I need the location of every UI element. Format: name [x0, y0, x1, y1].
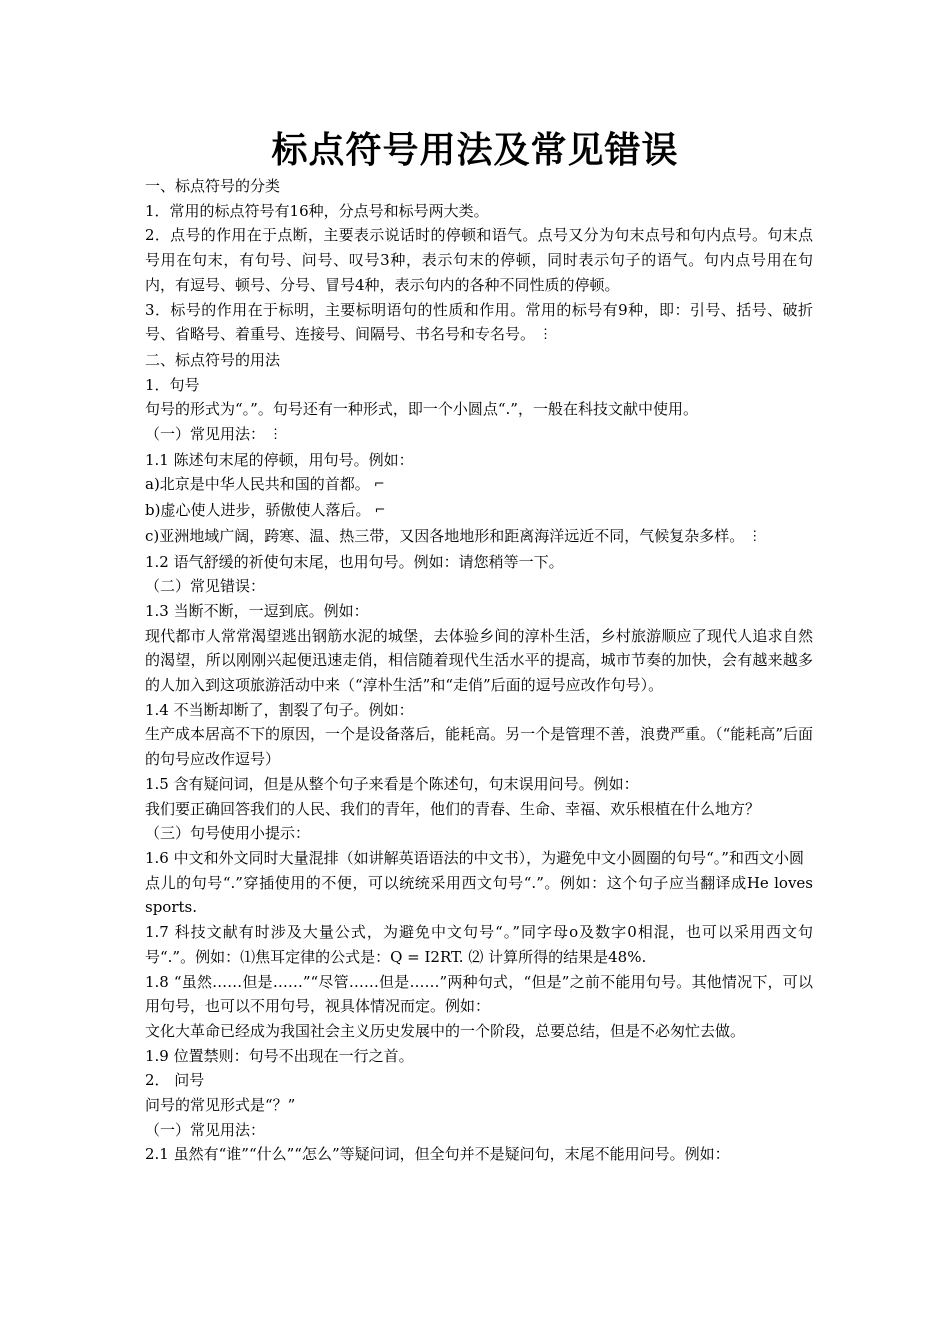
paragraph-text: 1.5 含有疑问词，但是从整个句子来看是个陈述句，句末误用问号。例如： [145, 774, 639, 793]
paragraph-text: 1.3 当断不断，一逗到底。例如： [145, 601, 369, 620]
paragraph-text: 1.7 科技文献有时涉及大量公式，为避免中文句号“。”同字母o及数字0相混，也可以采用西文句号“.”。例如：⑴焦耳定律的公式是：Q = I2RT. ⑵ 计算所得的结果是48%. [145, 923, 813, 966]
paragraph [145, 1044, 813, 1069]
paragraph [145, 524, 813, 550]
paragraph-text: c)亚洲地域广阔，跨寒、温、热三带，又因各地地形和距离海洋远近不同，气候复杂多样。 [145, 526, 745, 545]
paragraph [145, 1019, 813, 1044]
paragraph-text: （二）常见错误： [145, 577, 266, 596]
paragraph-text: 我们要正确回答我们的人民、我们的青年，他们的青春、生命、幸福、欢乐根植在什么地方？ [145, 799, 761, 818]
paragraph-text: 1．常用的标点符号有16种，分点号和标号两大类。 [145, 201, 489, 220]
paragraph [145, 772, 813, 797]
paragraph-text: 点儿的句号“.”穿插使用的不便，可以统统采用西文句号“.”。例如：这个句子应当翻译成He loves sports. [145, 873, 813, 917]
paragraph-text: 2． 问号 [145, 1071, 205, 1090]
paragraph-text: 一、标点符号的分类 [145, 177, 281, 195]
paragraph [145, 199, 813, 224]
paragraph [145, 871, 813, 920]
paragraph [145, 624, 813, 698]
edit-mark-icon: ⌐ [373, 477, 385, 493]
paragraph-text: （一）常见用法： [145, 425, 266, 444]
paragraph-text: 1.2 语气舒缓的祈使句末尾，也用句号。例如：请您稍等一下。 [145, 552, 564, 571]
paragraph-text: 文化大革命已经成为我国社会主义历史发展中的一个阶段，总要总结，但是不必匆忙去做。 [145, 1021, 746, 1040]
paragraph-text: 2．点号的作用在于点断，主要表示说话时的停顿和语气。点号又分为句末点号和句内点号。句末点号用在句末，有句号、问号、叹号3种，表示句末的停顿，同时表示句子的语气。句内点号用在句内，有逗号、顿号、分号、冒号4种，表示句内的各种不同性质的停顿。 [145, 226, 813, 294]
paragraph-text: 3．标号的作用在于标明，主要标明语句的性质和作用。常用的标号有9种，即：引号、括号、破折号、省略号、着重号、连接号、间隔号、书名号和专名号。 [145, 300, 813, 344]
paragraph-text: （一）常见用法： [145, 1120, 266, 1139]
paragraph [145, 223, 813, 297]
paragraph-text: 1.8 “虽然……但是……”“尽管……但是……”两种句式，“但是”之前不能用句号。其他情况下，可以用句号，也可以不用句号，视具体情况而定。例如： [145, 972, 813, 1016]
paragraph [145, 970, 813, 1019]
paragraph [145, 722, 813, 771]
paragraph-text: a)北京是中华人民共和国的首都。 [145, 475, 370, 494]
edit-mark-icon: ⌐ [374, 503, 386, 519]
paragraph [145, 574, 813, 599]
paragraph [145, 174, 813, 199]
paragraph [145, 599, 813, 624]
paragraph-text: 二、标点符号的用法 [145, 350, 281, 369]
paragraph [145, 422, 813, 448]
paragraph-text: 1.4 不当断却断了，割裂了句子。例如： [145, 700, 414, 719]
paragraph-text: 1.6 中文和外文同时大量混排（如讲解英语语法的中文书），为避免中文小圆圈的句号“。”和西文小圆 [145, 848, 804, 867]
paragraph-text: 1.9 位置禁则：句号不出现在一行之首。 [145, 1046, 414, 1065]
edit-mark-icon: ⋮ [269, 427, 283, 443]
paragraph [145, 797, 813, 822]
paragraph [145, 298, 813, 348]
paragraph-text: 句号的形式为“。”。句号还有一种形式，即一个小圆点“.”，一般在科技文献中使用。 [145, 400, 698, 419]
paragraph [145, 1093, 813, 1118]
paragraph [145, 448, 813, 473]
paragraph-text: b)虚心使人进步，骄傲使人落后。 [145, 501, 371, 520]
paragraph [145, 373, 813, 398]
paragraph [145, 920, 813, 969]
paragraph-text: （三）句号使用小提示： [145, 824, 311, 843]
paragraph-text: 2.1 虽然有“谁”“什么”“怎么”等疑问词，但全句并不是疑问句，末尾不能用问号。例如： [145, 1145, 730, 1164]
paragraph [145, 550, 813, 575]
paragraph-text: 问号的常见形式是“？” [145, 1096, 296, 1115]
edit-mark-icon: ⋮ [748, 528, 762, 544]
paragraph [145, 1068, 813, 1093]
paragraph-text: 1．句号 [145, 375, 200, 394]
paragraph [145, 1118, 813, 1143]
edit-mark-icon: ⋮ [539, 327, 553, 343]
paragraph [145, 846, 813, 871]
paragraph [145, 1142, 813, 1167]
document-body [145, 174, 813, 1167]
paragraph [145, 498, 813, 524]
document-title: 标点符号用法及常见错误 [271, 129, 679, 171]
paragraph-text: 现代都市人常常渴望逃出钢筋水泥的城堡，去体验乡间的淳朴生活，乡村旅游顺应了现代人追求自然的渴望，所以刚刚兴起便迅速走俏，相信随着现代生活水平的提高，城市节奏的加快，会有越来越多的人加入到这项旅游活动中来（“淳朴生活”和“走俏”后面的逗号应改作句号）。 [145, 626, 813, 695]
paragraph-text: 1.1 陈述句末尾的停顿，用句号。例如： [145, 450, 414, 469]
paragraph-text: 生产成本居高不下的原因，一个是设备落后，能耗高。另一个是管理不善，浪费严重。（“能耗高”后面的句号应改作逗号） [145, 725, 813, 769]
paragraph [145, 821, 813, 846]
paragraph [145, 348, 813, 373]
paragraph [145, 472, 813, 498]
paragraph [145, 698, 813, 723]
paragraph [145, 397, 813, 422]
